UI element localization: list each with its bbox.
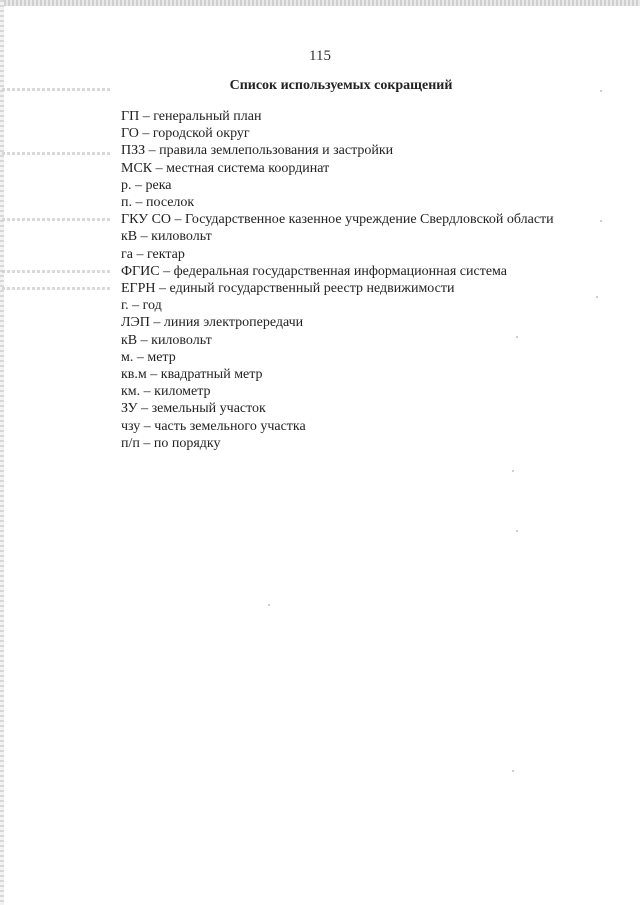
list-item: МСК – местная система координат (121, 160, 330, 176)
abbreviation-list (121, 108, 554, 452)
list-item: ГО – городской округ (121, 126, 250, 142)
list-item: кВ – киловольт (121, 332, 212, 348)
scan-speck (516, 530, 518, 532)
list-item: ЗУ – земельный участок (121, 401, 266, 417)
scan-speck (596, 296, 598, 298)
scan-speck (600, 220, 602, 222)
list-item: м. – метр (121, 349, 176, 365)
list-item: кВ – киловольт (121, 229, 212, 245)
scan-artifact (2, 270, 112, 273)
scan-edge-left (0, 0, 4, 905)
page-title: Список используемых сокращений (229, 78, 453, 93)
list-item: ЛЭП – линия электропередачи (121, 315, 304, 331)
list-item: га – гектар (121, 246, 185, 262)
scan-edge-top (0, 0, 640, 6)
list-item: п. – поселок (121, 195, 195, 211)
list-item: г. – год (121, 298, 162, 314)
list-item: км. – километр (121, 384, 211, 400)
list-item: чзу – часть земельного участка (121, 418, 306, 434)
scan-speck (512, 470, 514, 472)
list-item: ПЗЗ – правила землепользования и застройки (121, 143, 394, 159)
scan-artifact (2, 152, 112, 155)
list-item: ГП – генеральный план (121, 109, 262, 124)
scan-artifact (2, 218, 112, 221)
list-item: ГКУ СО – Государственное казенное учреждение Свердловской области (121, 212, 554, 228)
list-item: ФГИС – федеральная государственная информационная система (121, 263, 508, 279)
scan-speck (268, 604, 270, 606)
scan-artifact (2, 287, 112, 290)
list-item: р. – река (121, 177, 172, 193)
list-item: п/п – по порядку (121, 435, 221, 451)
scan-speck (512, 770, 514, 772)
list-item: ЕГРН – единый государственный реестр недвижимости (121, 281, 455, 297)
page-number: 115 (309, 48, 331, 64)
list-item: кв.м – квадратный метр (121, 367, 263, 383)
